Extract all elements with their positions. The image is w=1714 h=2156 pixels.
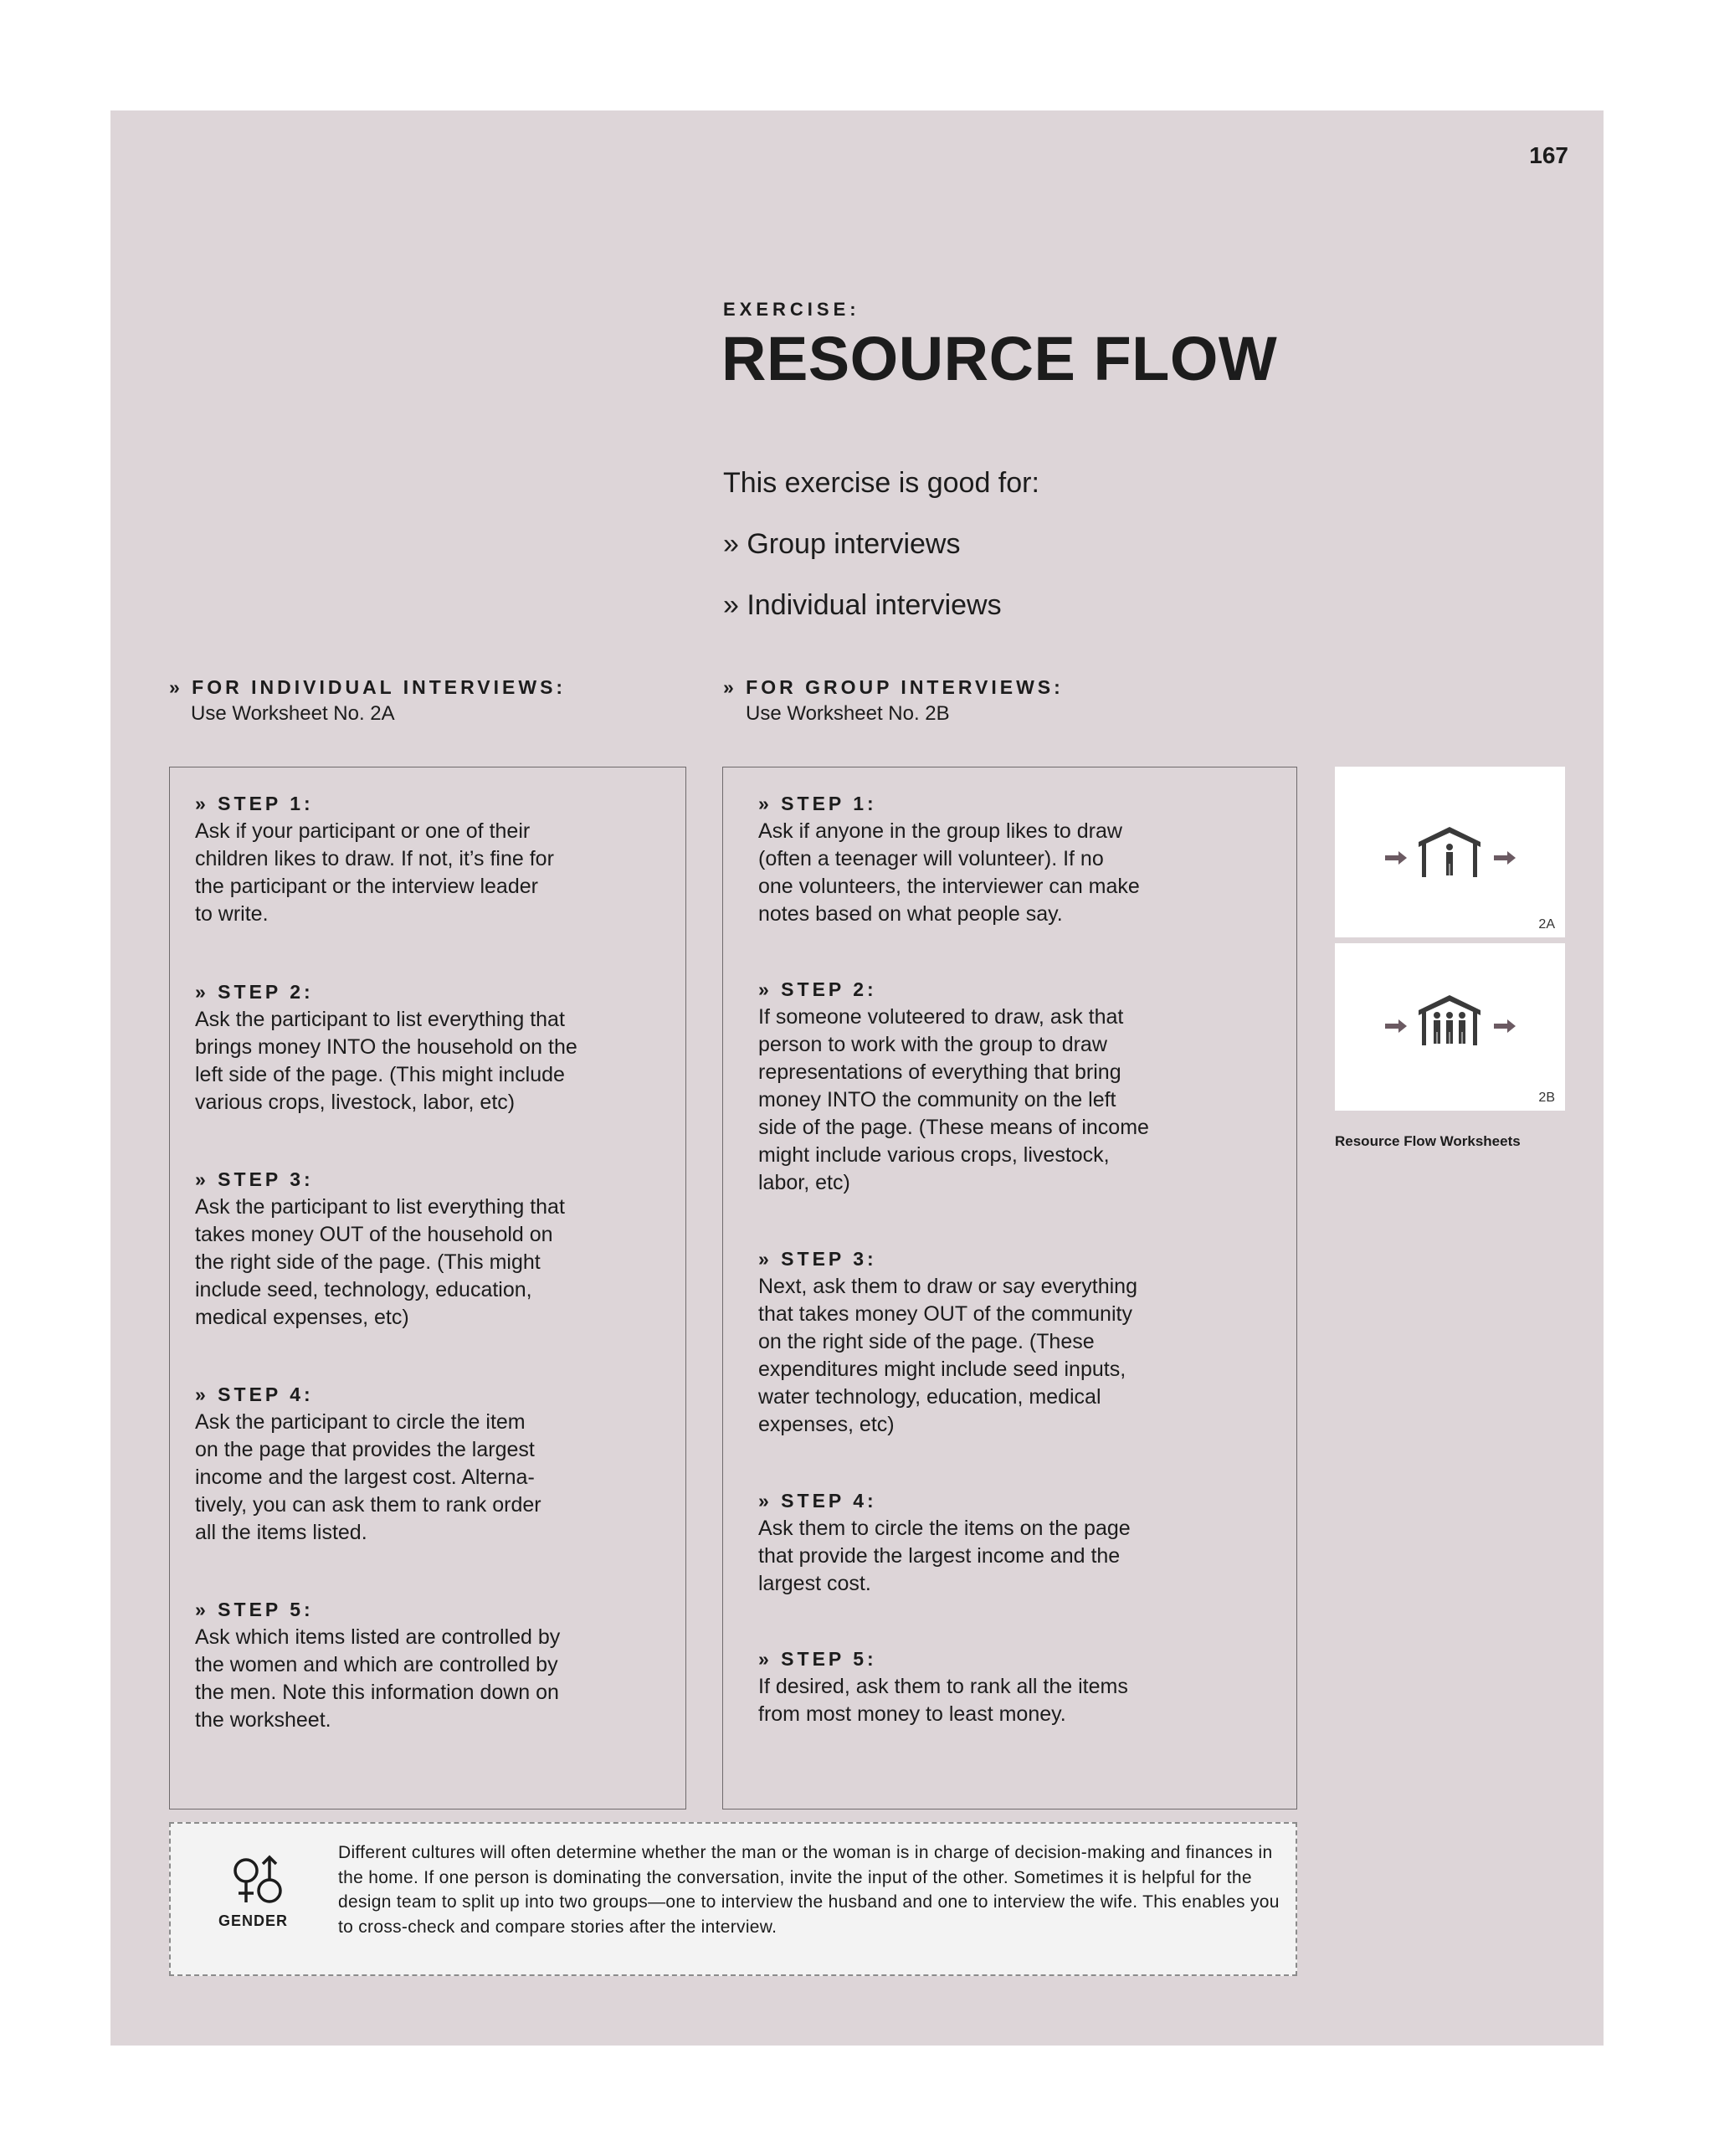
individual-step-5: » STEP 5: Ask which items listed are controlled by the women and which are controlled by the men. Note this information down on the worksheet.: [195, 1599, 561, 1732]
gender-symbols-icon: [229, 1854, 288, 1907]
individual-steps-box: [169, 767, 686, 1810]
gender-note: [169, 1822, 1297, 1976]
page-title: RESOURCE FLOW: [721, 324, 1278, 393]
group-step-2: » STEP 2: If someone voluteered to draw, ask that person to work with the group to draw representations of everything that bring money INTO the community on the left side of the page. (These means of income might include various crops, livestock, labor, etc): [758, 978, 1149, 1194]
exercise-kicker: EXERCISE:: [723, 299, 860, 320]
group-step-4: » STEP 4: Ask them to circle the items on the page that provide the largest income and the largest cost.: [758, 1490, 1131, 1595]
individual-step-1: » STEP 1: Ask if your participant or one of their children likes to draw. If not, it’s fine for the participant or the interview leader to write.: [195, 793, 554, 926]
group-steps-box: [722, 767, 1297, 1810]
intro-item-group: » Group interviews: [723, 528, 961, 560]
individual-resource-flow-icon: [1335, 767, 1565, 937]
page: [110, 110, 1604, 2046]
individual-step-3: » STEP 3: Ask the participant to list everything that takes money OUT of the household on the right side of the page. (This might include seed, technology, education, medical expenses, etc): [195, 1168, 565, 1329]
gender-label: GENDER: [218, 1912, 289, 1929]
group-worksheet: Use Worksheet No. 2B: [746, 702, 950, 725]
group-step-1: » STEP 1: Ask if anyone in the group likes to draw (often a teenager will volunteer). If no one volunteers, the interviewer can make notes based on what people say.: [758, 793, 1140, 926]
group-step-5: » STEP 5: If desired, ask them to rank all the items from most money to least money.: [758, 1648, 1128, 1726]
individual-worksheet: Use Worksheet No. 2A: [191, 702, 395, 725]
group-heading: » FOR GROUP INTERVIEWS:: [723, 676, 1064, 698]
individual-step-2: » STEP 2: Ask the participant to list everything that brings money INTO the household on the left side of the page. (This might include various crops, livestock, labor, etc): [195, 981, 577, 1114]
worksheets-caption: Resource Flow Worksheets: [1335, 1133, 1521, 1149]
gender-note-text: Different cultures will often determine whether the man or the woman is in charge of decision-making and finances in the home. If one person is dominating the conversation, invite the input of the other. Sometimes it is helpful for the design team to split up into two groups—one to interview the husband and one to interview the wife. This enables you to cross-check and compare stories after the interview.: [338, 1843, 1280, 1937]
group-resource-flow-icon: [1335, 943, 1565, 1111]
worksheet-2b-tag: 2B: [1538, 1091, 1555, 1105]
individual-step-4: » STEP 4: Ask the participant to circle the item on the page that provides the largest income and the largest cost. Alterna- tively, you can ask them to rank order all the items listed.: [195, 1383, 541, 1544]
intro-item-individual: » Individual interviews: [723, 589, 1002, 621]
worksheet-2a-tag: 2A: [1538, 917, 1555, 932]
worksheet-2a-thumbnail[interactable]: [1335, 767, 1565, 937]
individual-heading: » FOR INDIVIDUAL INTERVIEWS:: [169, 676, 567, 698]
group-step-3: » STEP 3: Next, ask them to draw or say everything that takes money OUT of the community on the right side of the page. (These expenditures might include seed inputs, water technology, education, medical expenses, etc): [758, 1248, 1137, 1436]
intro-lead: This exercise is good for:: [723, 467, 1039, 499]
worksheet-2b-thumbnail[interactable]: [1335, 943, 1565, 1111]
page-number: 167: [1529, 142, 1568, 168]
